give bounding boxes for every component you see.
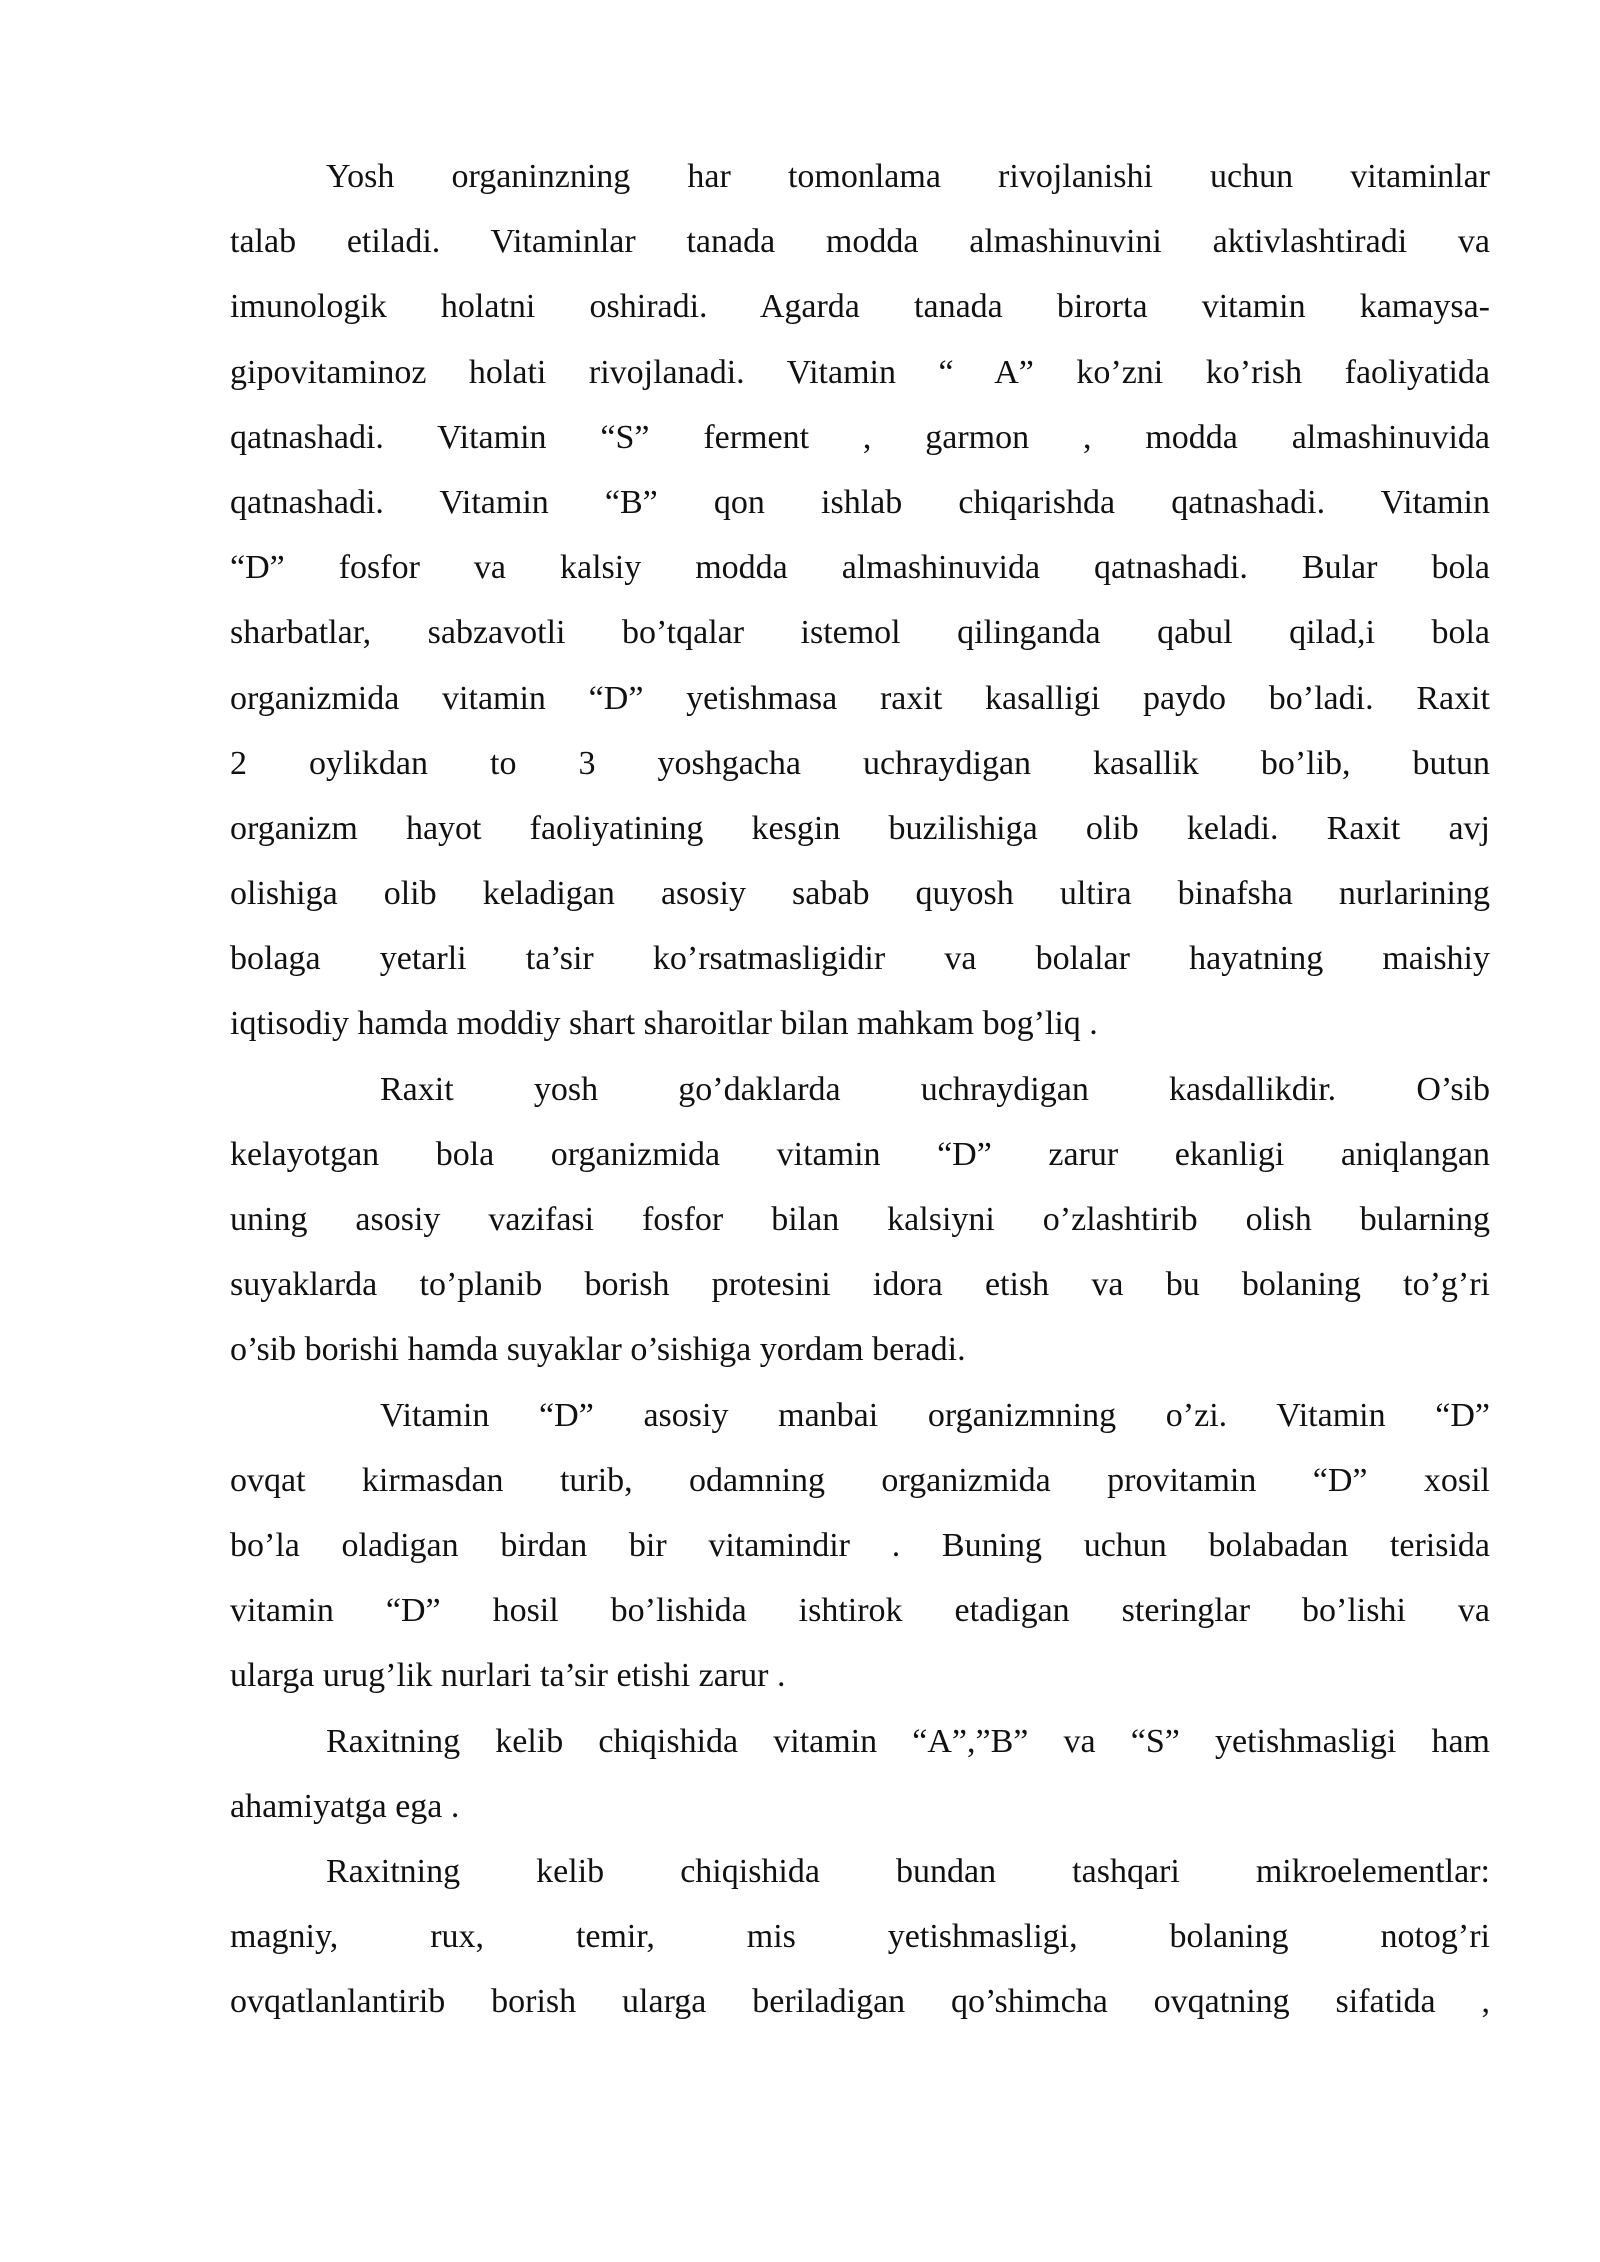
text-line: Raxitning kelib chiqishida vitamin “A”,”B” va “S” yetishmasligi ham: [326, 1722, 1490, 1760]
text-line: sharbatlar, sabzavotli bo’tqalar istemol qilinganda qabul qilad,i bola: [230, 614, 1490, 652]
text-line: organizmida vitamin “D” yetishmasa raxit kasalligi paydo bo’ladi. Raxit: [230, 679, 1490, 717]
text-line: qatnashadi. Vitamin “S” ferment , garmon , modda almashinuvida: [230, 418, 1490, 456]
text-line: vitamin “D” hosil bo’lishida ishtirok etadigan steringlar bo’lishi va: [230, 1592, 1490, 1630]
text-line: iqtisodiy hamda moddiy shart sharoitlar bilan mahkam bog’liq .: [230, 1005, 1098, 1043]
body-text: [230, 150, 1490, 2040]
text-line: ovqatlanlantirib borish ularga beriladigan qo’shimcha ovqatning sifatida ,: [230, 1983, 1490, 2021]
text-line: qatnashadi. Vitamin “B” qon ishlab chiqarishda qatnashadi. Vitamin: [230, 483, 1490, 521]
text-line: “D” fosfor va kalsiy modda almashinuvida qatnashadi. Bular bola: [230, 549, 1490, 587]
text-line: Raxitning kelib chiqishida bundan tashqari mikroelementlar:: [326, 1852, 1490, 1890]
text-line: kelayotgan bola organizmida vitamin “D” zarur ekanligi aniqlangan: [230, 1135, 1490, 1173]
text-line: ahamiyatga ega .: [230, 1787, 460, 1825]
text-line: talab etiladi. Vitaminlar tanada modda almashinuvini aktivlashtiradi va: [230, 223, 1490, 261]
text-line: imunologik holatni oshiradi. Agarda tanada birorta vitamin kamaysa-: [230, 288, 1490, 326]
text-line: Vitamin “D” asosiy manbai organizmning o’zi. Vitamin “D”: [380, 1396, 1490, 1434]
text-line: o’sib borishi hamda suyaklar o’sishiga yordam beradi.: [230, 1331, 966, 1369]
text-line: Yosh organinzning har tomonlama rivojlanishi uchun vitaminlar: [326, 158, 1490, 195]
text-line: olishiga olib keladigan asosiy sabab quyosh ultira binafsha nurlarining: [230, 875, 1490, 913]
text-line: ovqat kirmasdan turib, odamning organizmida provitamin “D” xosil: [230, 1461, 1490, 1499]
text-line: suyaklarda to’planib borish protesini idora etish va bu bolaning to’g’ri: [230, 1266, 1490, 1304]
text-line: ularga urug’lik nurlari ta’sir etishi zarur .: [230, 1657, 786, 1695]
text-line: uning asosiy vazifasi fosfor bilan kalsiyni o’zlashtirib olish bularning: [230, 1201, 1490, 1238]
text-line: 2 oylikdan to 3 yoshgacha uchraydigan kasallik bo’lib, butun: [230, 744, 1490, 782]
text-line: Raxit yosh go’daklarda uchraydigan kasdallikdir. O’sib: [380, 1070, 1490, 1108]
text-line: gipovitaminoz holati rivojlanadi. Vitamin “ A” ko’zni ko’rish faoliyatida: [230, 353, 1490, 391]
text-line: bolaga yetarli ta’sir ko’rsatmasligidir va bolalar hayatning maishiy: [230, 940, 1490, 978]
text-line: organizm hayot faoliyatining kesgin buzilishiga olib keladi. Raxit avj: [230, 809, 1490, 847]
text-line: bo’la oladigan birdan bir vitamindir . Buning uchun bolabadan terisida: [230, 1526, 1490, 1564]
text-line: magniy, rux, temir, mis yetishmasligi, bolaning notog’ri: [230, 1918, 1490, 1956]
